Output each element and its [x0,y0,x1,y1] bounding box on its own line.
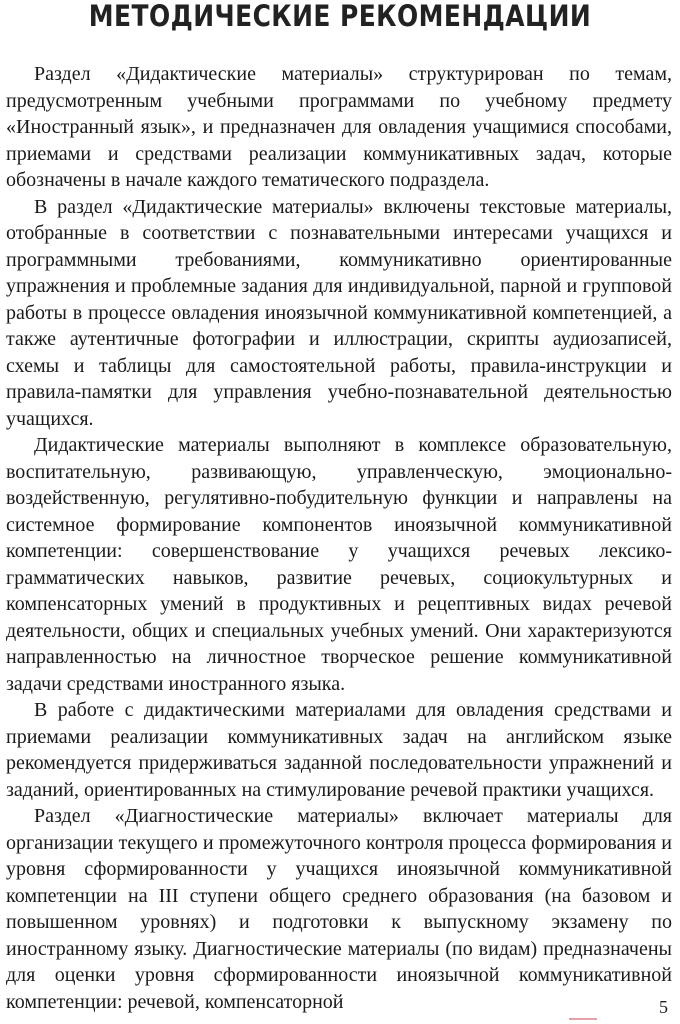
paragraph-3: Дидактические материалы выполняют в комплексе образовательную, воспитательную, развивающую, управленческую, эмоционально-воздейственную, регулятивно-побудительную функции и направлены на системное формирование компонентов иноязычной коммуникативной компетенции: совершенствование у учащихся речевых лексико-грамматических навыков, развитие речевых, социокультурных и компенсаторных умений в продуктивных и рецептивных видах речевой деятельности, общих и специальных учебных умений. Они характеризуются направленностью на личностное творческое решение коммуникативной задачи средствами иностранного языка. [6,434,672,695]
paragraph-5: Раздел «Диагностические материалы» включает материалы для организации текущего и промежуточного контроля процесса формирования и уровня сформированности у учащихся иноязычной коммуникативной компетенции на III ступени общего среднего образования (на базовом и повышенном уровнях) и подготовки к выпускному экзамену по иностранному языку. Диагностические материалы (по видам) предназначены для оценки уровня сформированности иноязычной коммуникативной компетенции: речевой, компенсаторной [6,805,672,1013]
page-title: МЕТОДИЧЕСКИЕ РЕКОМЕНДАЦИИ [88,0,592,33]
paragraph-4: В работе с дидактическими материалами для овладения средствами и приемами реализации коммуникативных задач на английском языке рекомендуется придерживаться заданной последовательности упражнений и заданий, ориентированных на стимулирование речевой практики учащихся. [6,699,672,801]
page-number: 5 [659,997,668,1017]
decorative-accent-line [569,1018,597,1020]
paragraph-1: Раздел «Дидактические материалы» структурирован по темам, предусмотренным учебными программами по учебному предмету «Иностранный язык», и предназначен для овладения учащимися способами, приемами и средствами реализации коммуникативных задач, которые обозначены в начале каждого тематического подраздела. [6,63,672,191]
paragraph-2: В раздел «Дидактические материалы» включены текстовые материалы, отобранные в соответствии с познавательными интересами учащихся и программными требованиями, коммуникативно ориентированные упражнения и проблемные задания для индивидуальной, парной и групповой работы в процессе овладения иноязычной коммуникативной компетенцией, а также аутентичные фотографии и иллюстрации, скрипты аудиозаписей, схемы и таблицы для самостоятельной работы, правила-инструкции и правила-памятки для управления учебно-познавательной деятельностью учащихся. [6,195,672,430]
body-text [6,61,672,1015]
